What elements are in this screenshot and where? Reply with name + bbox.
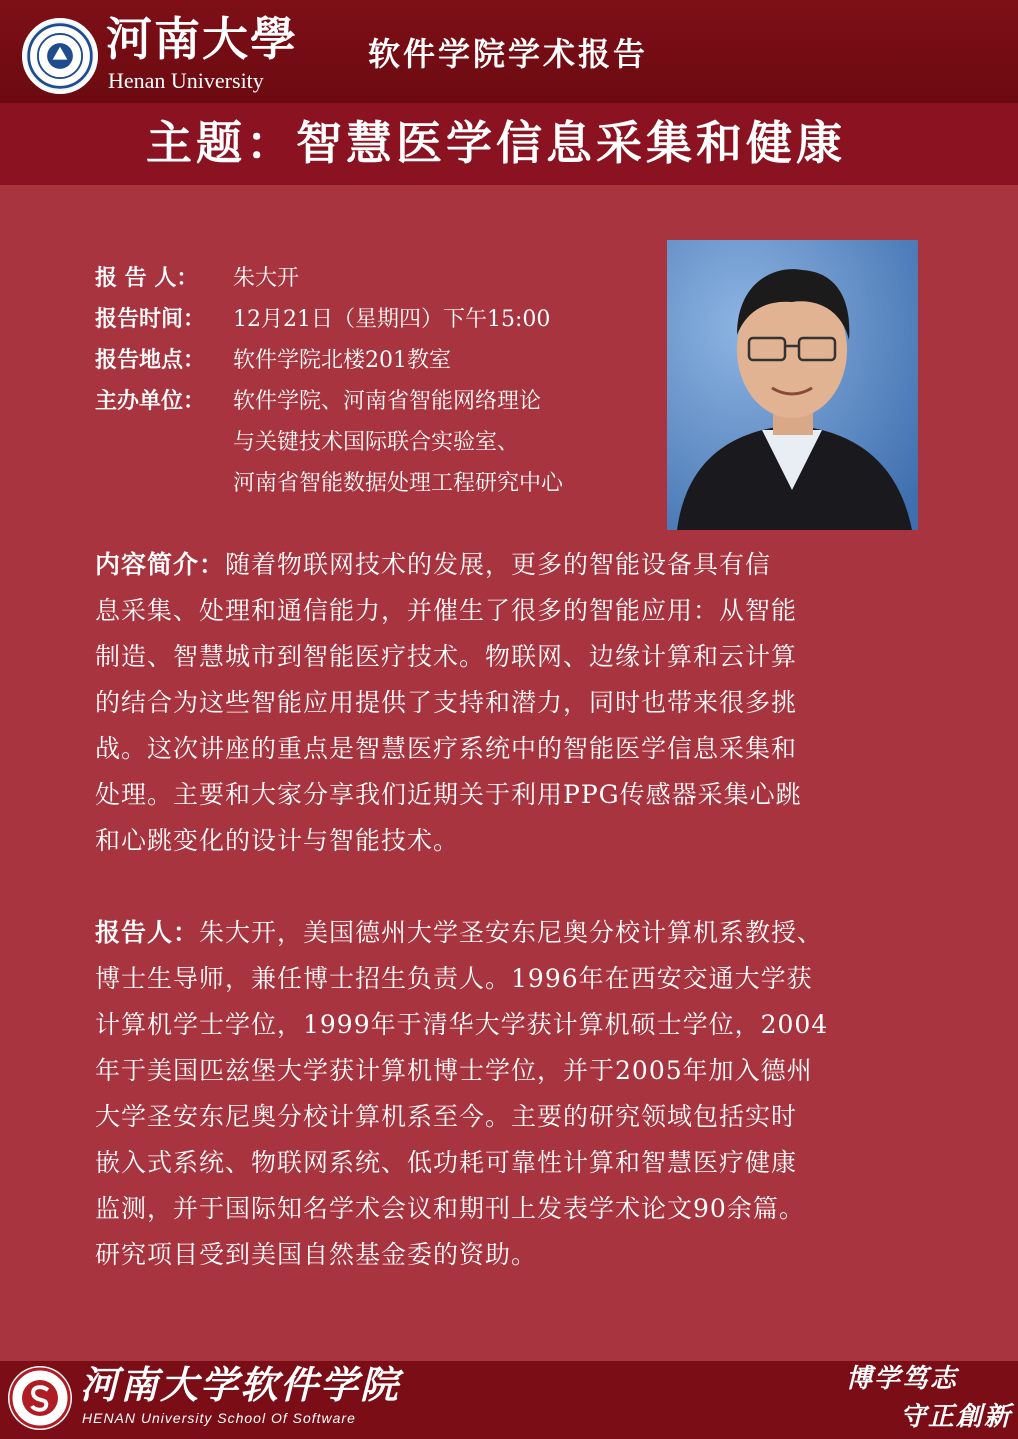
place-row [95,340,563,381]
host-label-spacer [95,422,233,463]
time-value: 12月21日（星期四）下午15:00 [233,307,551,332]
intro-line-2: 制造、智慧城市到智能医疗技术。物联网、边缘计算和云计算 [95,642,798,671]
host-label: 主办单位： [95,388,206,414]
bio-line-5: 嵌入式系统、物联网系统、低功耗可靠性计算和智慧医疗健康 [95,1148,798,1177]
speaker-row [95,258,563,299]
time-label: 报告时间： [95,306,206,332]
host-row [95,381,563,422]
intro-line-3: 的结合为这些智能应用提供了支持和潜力，同时也带来很多挑 [95,688,798,717]
intro-line-1: 息采集、处理和通信能力，并催生了很多的智能应用：从智能 [95,596,798,625]
host-line-1: 软件学院、河南省智能网络理论 [233,389,542,414]
report-info [95,258,563,504]
bio-line-4: 大学圣安东尼奥分校计算机系至今。主要的研究领域包括实时 [95,1102,798,1131]
bio-line-6: 监测，并于国际知名学术会议和期刊上发表学术论文90余篇。 [95,1194,805,1223]
intro-line-0-text: 随着物联网技术的发展，更多的智能设备具有信 [225,550,772,579]
place-label: 报告地点： [95,347,206,373]
motto-line-2: 守正創新 [900,1402,1013,1432]
motto-line-1: 博学笃志 [846,1364,959,1394]
bio-line-2: 计算机学士学位，1999年于清华大学获计算机硕士学位，2004 [95,1010,829,1039]
university-name-en: Henan University [108,68,264,93]
speaker-label: 报 告 人： [95,265,199,291]
bio-line-3: 年于美国匹兹堡大学获计算机博士学位，并于2005年加入德州 [95,1056,813,1085]
header-title: 软件学院学术报告 [368,35,649,73]
intro-line-4: 战。这次讲座的重点是智慧医疗系统中的智能医学信息采集和 [95,734,798,763]
bio-line-1: 博士生导师，兼任博士招生负责人。1996年在西安交通大学获 [95,964,813,993]
place-value: 软件学院北楼201教室 [233,348,451,373]
host-row-2 [95,422,563,463]
host-label-spacer [95,463,233,504]
host-line-2: 与关键技术国际联合实验室、 [233,430,520,455]
intro-line-0 [95,542,941,588]
time-row [95,299,563,340]
intro-line-6: 和心跳变化的设计与智能技术。 [95,826,460,855]
software-school-seal-icon [8,1366,72,1430]
topic-title: 主题：智慧医学信息采集和健康 [146,116,846,170]
university-name-cn: 河南大學 [106,12,298,66]
intro-paragraph [95,542,941,864]
intro-lead: 内容简介： [95,550,226,579]
host-row-3 [95,463,563,504]
bio-paragraph [95,910,941,1278]
intro-line-5: 处理。主要和大家分享我们近期关于利用PPG传感器采集心跳 [95,780,802,809]
bio-line-7: 研究项目受到美国自然基金委的资助。 [95,1240,538,1269]
bio-lead: 报告人： [95,918,200,947]
school-name-en: HENAN University School Of Software [82,1410,356,1426]
host-line-3: 河南省智能数据处理工程研究中心 [233,471,564,496]
bio-line-0 [95,910,941,956]
speaker-value: 朱大开 [233,266,300,291]
henan-university-seal-icon [22,18,98,94]
school-name-cn: 河南大学软件学院 [80,1362,401,1407]
bio-line-0-text: 朱大开，美国德州大学圣安东尼奥分校计算机系教授、 [199,918,824,947]
speaker-photo [667,240,918,530]
